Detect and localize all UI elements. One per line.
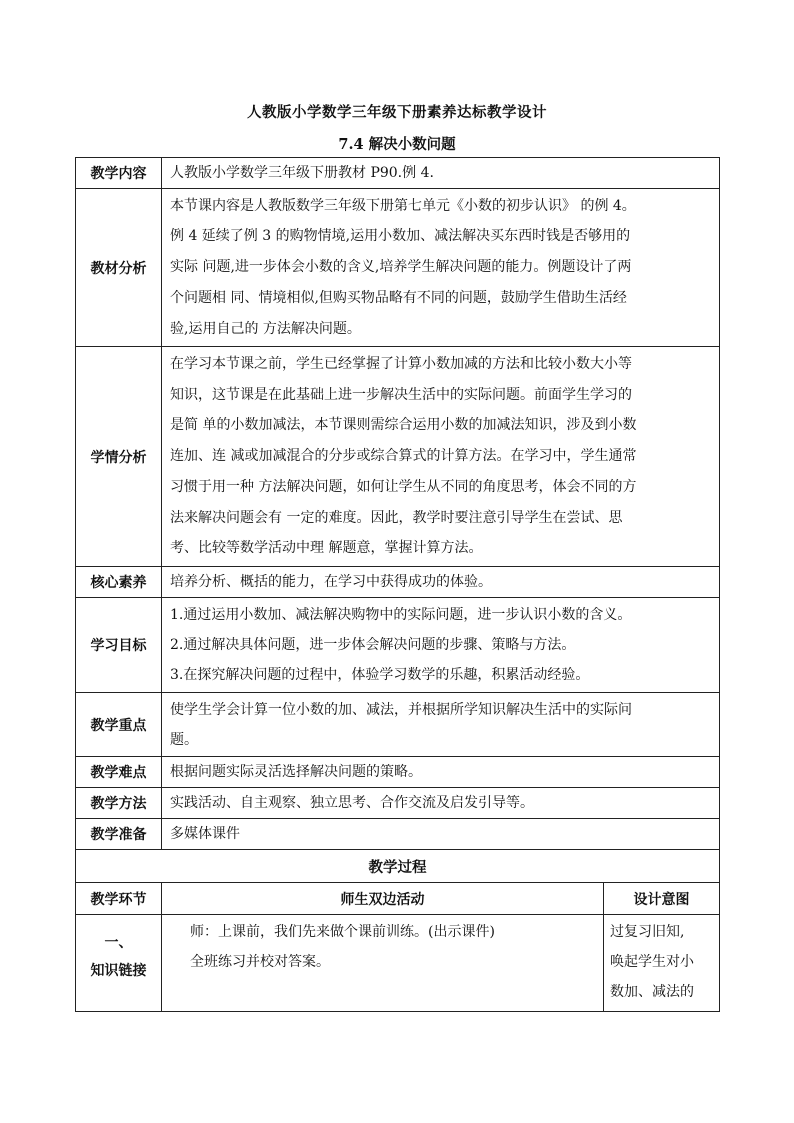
row-value: 根据问题实际灵活选择解决问题的策略。 — [162, 757, 720, 788]
text-line: 数加、减法的 — [610, 984, 694, 1000]
column-header-activity: 师生双边活动 — [162, 883, 604, 915]
row-value: 人教版小学数学三年级下册教材 P90.例 4. — [162, 158, 720, 189]
text-line: 1.通过运用小数加、减法解决购物中的实际问题，进一步认识小数的含义。 — [170, 607, 632, 623]
row-key — [76, 693, 720, 757]
process-columns-row — [76, 883, 720, 915]
text-line: 验,运用自己的 方法解决问题。 — [170, 320, 361, 337]
text-line: 2.通过解决具体问题，进一步体会解决问题的步骤、策略与方法。 — [170, 637, 576, 653]
step-activity — [162, 915, 604, 1012]
row-label: 教学内容 — [76, 158, 162, 189]
row-value — [162, 693, 720, 757]
column-header-step: 教学环节 — [76, 883, 162, 915]
document-subtitle: 7.4 解决小数问题 — [338, 136, 456, 153]
process-row — [76, 915, 720, 1012]
text-line: 例 4 延续了例 3 的购物情境,运用小数加、减法解决买东西时钱是否够用的 — [170, 228, 631, 245]
lesson-plan-table — [75, 157, 720, 1012]
row-difficulty — [76, 757, 720, 788]
text-line: 过复习旧知, — [610, 924, 685, 940]
row-label: 教学重点 — [76, 693, 162, 757]
process-heading: 教学过程 — [76, 850, 720, 883]
row-label: 核心素养 — [76, 567, 162, 598]
text-line: 题。 — [170, 731, 198, 748]
row-value: 多媒体课件 — [162, 819, 720, 850]
text-line: 连加、连 减或加减混合的分步或综合算式的计算方法。在学习中，学生通常 — [170, 448, 637, 465]
row-value — [162, 598, 720, 693]
text-line: 唤起学生对小 — [610, 954, 694, 970]
text-line: 全班练习并校对答案。 — [190, 954, 330, 970]
text-line: 师：上课前，我们先来做个课前训练。(出示课件) — [190, 924, 495, 940]
text-line: 本节课内容是人教版数学三年级下册第七单元《小数的初步认识》 的例 4。 — [170, 197, 636, 214]
row-literacy — [76, 567, 720, 598]
text-line: 知识，这节课是在此基础上进一步解决生活中的实际问题。前面学生学习的 — [170, 386, 632, 403]
row-value — [162, 347, 720, 567]
row-material — [76, 189, 720, 347]
text-line: 使学生学会计算一位小数的加、减法，并根据所学知识解决生活中的实际问 — [170, 701, 632, 718]
column-header-intent: 设计意图 — [604, 883, 720, 915]
process-heading-row — [76, 850, 720, 883]
row-label: 学习目标 — [76, 598, 162, 693]
row-value: 培养分析、概括的能力，在学习中获得成功的体验。 — [162, 567, 720, 598]
row-value — [162, 189, 720, 347]
text-line: 个问题相 同、情境相似,但购买物品略有不同的问题，鼓励学生借助生活经 — [170, 289, 627, 306]
row-label: 教学准备 — [76, 819, 162, 850]
text-line: 法来解决问题会有 一定的难度。因此，教学时要注意引导学生在尝试、思 — [170, 509, 623, 526]
row-label: 教材分析 — [76, 189, 162, 347]
row-students — [76, 347, 720, 567]
text-line: 是简 单的小数加减法，本节课则需综合运用小数的加减法知识，涉及到小数 — [170, 417, 637, 434]
document-title: 人教版小学数学三年级下册素养达标教学设计 — [247, 104, 547, 121]
step-number: 一、 — [104, 935, 133, 951]
text-line: 考、比较等数学活动中理 解题意，掌握计算方法。 — [170, 540, 483, 557]
step-name: 知识链接 — [90, 963, 147, 979]
row-prep — [76, 819, 720, 850]
row-label: 教学难点 — [76, 757, 162, 788]
row-method — [76, 788, 720, 819]
row-label: 教学方法 — [76, 788, 162, 819]
step-label — [76, 915, 162, 1012]
row-value: 实践活动、自主观察、独立思考、合作交流及启发引导等。 — [162, 788, 720, 819]
text-line: 习惯于用一种 方法解决问题，如何让学生从不同的角度思考，体会不同的方 — [170, 478, 637, 495]
text-line: 实际 问题,进一步体会小数的含义,培养学生解决问题的能力。例题设计了两 — [170, 259, 632, 276]
row-content — [76, 158, 720, 189]
step-intent — [604, 915, 720, 1012]
row-goals — [76, 598, 720, 693]
text-line: 3.在探究解决问题的过程中，体验学习数学的乐趣，积累活动经验。 — [170, 667, 590, 683]
row-label: 学情分析 — [76, 347, 162, 567]
text-line: 在学习本节课之前，学生已经掌握了计算小数加减的方法和比较小数大小等 — [170, 355, 632, 372]
